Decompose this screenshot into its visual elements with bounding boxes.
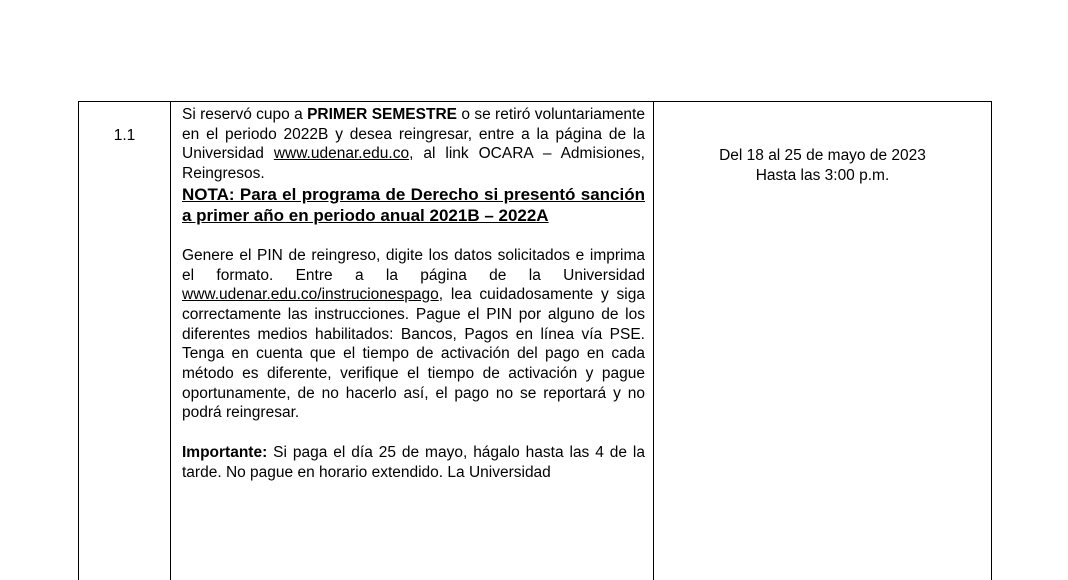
row-number: 1.1 [113, 127, 136, 144]
date-range: Del 18 al 25 de mayo de 2023 [719, 147, 926, 164]
nota-heading: NOTA: Para el programa de Derecho si presentó sanción a primer año en periodo anual 2021B – 2022A [182, 184, 645, 225]
column-divider [170, 102, 171, 580]
date-cell [654, 146, 991, 186]
deadline-time: Hasta las 3:00 p.m. [755, 167, 890, 184]
important-label: Importante: [182, 444, 268, 462]
pin-paragraph [182, 246, 645, 423]
intro-text: o se retiró voluntariamente en el periodo 2022B y desea reingresar, entre a la página de la Universidad [182, 106, 645, 163]
pin-text: , lea cuidadosamente y siga correctamente las instrucciones. Pague el PIN por alguno de los diferentes medios habilitados: Bancos, Pagos en línea vía PSE. Tenga en cuenta que el tiempo de activación del pago en cada método es diferente, verifique el tiempo de activación y pague oportunamente, de no hacerlo así, el pago no se reportará y no podrá reingresar. [182, 286, 645, 422]
intro-text: , al link OCARA – Admisiones, Reingresos. [182, 145, 645, 183]
first-semester-label: PRIMER SEMESTRE [307, 106, 457, 123]
important-text: Si paga el día 25 de mayo, hágalo hasta las 4 de la tarde. No pague en horario extendido. La Universidad [182, 444, 645, 481]
intro-paragraph [182, 105, 645, 184]
pin-text: Genere el PIN de reingreso, digite los datos solicitados e imprima el formato. Entre a la página de la Universidad [182, 246, 645, 284]
important-paragraph [182, 443, 645, 482]
intro-text: Si reservó cupo a [182, 106, 308, 123]
schedule-table [78, 101, 992, 580]
university-link[interactable]: www.udenar.edu.co [273, 145, 410, 163]
payment-instructions-link[interactable]: www.udenar.edu.co/instrucionespago [182, 286, 439, 304]
instructions-cell [182, 105, 645, 483]
